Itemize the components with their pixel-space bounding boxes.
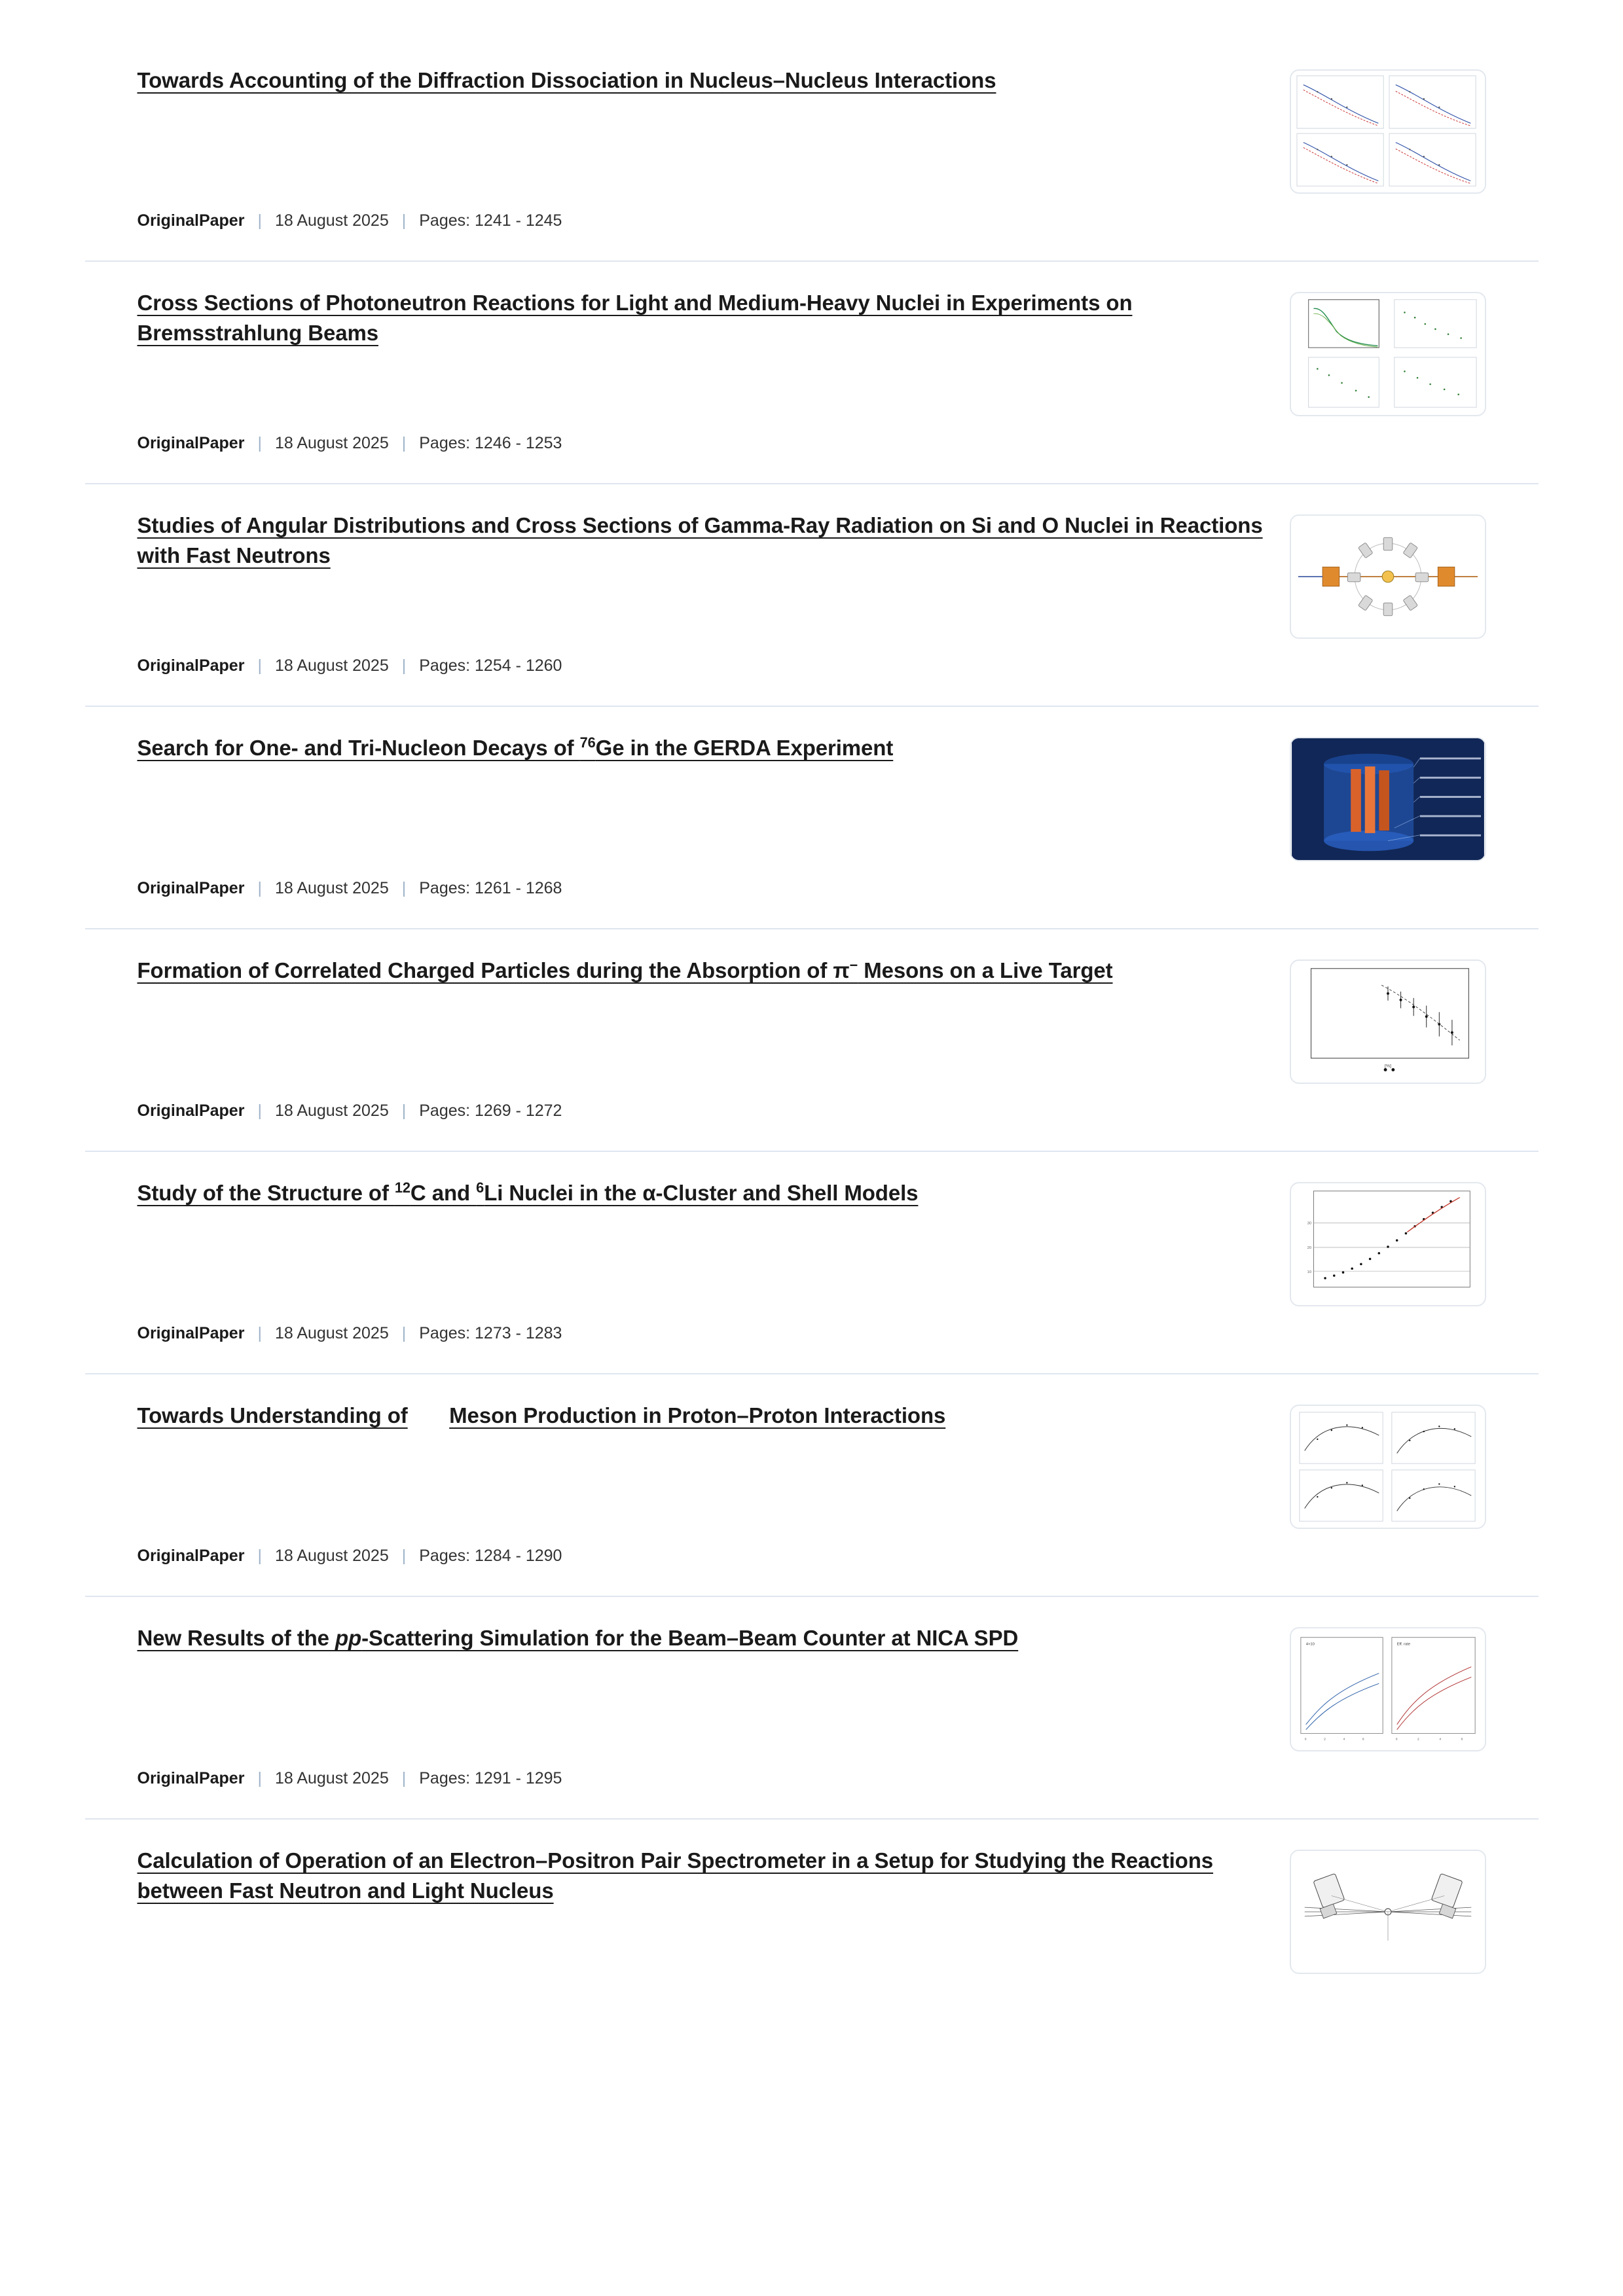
svg-text:20: 20: [1307, 1246, 1311, 1250]
article-thumbnail[interactable]: [1290, 1627, 1486, 1751]
meta-separator: |: [401, 1769, 407, 1787]
svg-text:6: 6: [1461, 1738, 1463, 1742]
meta-separator: |: [401, 879, 407, 897]
title-superscript: 76: [579, 734, 596, 751]
article-list: [85, 39, 1539, 2041]
article-type: OriginalPaper: [137, 211, 245, 230]
article-main: [85, 956, 1290, 1121]
article-main: [85, 511, 1290, 675]
meta-separator: |: [401, 656, 407, 675]
list-item: [85, 39, 1539, 262]
four-panel-spectra-icon: [1291, 1406, 1485, 1528]
article-title-link[interactable]: [137, 958, 1113, 982]
title-text-pre: New Results of the: [137, 1626, 335, 1650]
meta-separator: |: [257, 1324, 262, 1342]
article-pages: Pages: 1261 - 1268: [419, 879, 562, 897]
article-thumbnail[interactable]: [1290, 1850, 1486, 1974]
svg-text:4: 4: [1438, 1738, 1441, 1742]
article-type: OriginalPaper: [137, 434, 245, 452]
article-title-link[interactable]: Calculation of Operation of an Electron–Positron Pair Spectrometer in a Setup for Studying the Reactions between Fast Neutron and Light Nucleus: [137, 1848, 1214, 1903]
meta-separator: |: [257, 1102, 262, 1120]
article-meta: [137, 1101, 1264, 1121]
article-date: 18 August 2025: [274, 1547, 389, 1565]
article-thumbnail[interactable]: [1290, 737, 1486, 861]
article-title: [137, 1178, 1264, 1208]
article-type: OriginalPaper: [137, 656, 245, 675]
article-date: 18 August 2025: [274, 879, 389, 897]
article-type: OriginalPaper: [137, 1324, 245, 1342]
gerda-cryostat-photo-icon: [1291, 738, 1485, 860]
article-title: [137, 1846, 1264, 1905]
article-meta: [137, 878, 1264, 898]
rising-dotted-curve-plot-icon: [1291, 1183, 1485, 1305]
title-superscript-2: 6: [476, 1179, 484, 1196]
meta-separator: |: [257, 211, 262, 230]
svg-text:2: 2: [1417, 1738, 1419, 1742]
article-meta: [137, 211, 1264, 230]
article-title: [137, 956, 1264, 986]
article-type: OriginalPaper: [137, 1547, 245, 1565]
list-item: [85, 1820, 1539, 2041]
list-item: [85, 484, 1539, 707]
article-pages: Pages: 1246 - 1253: [419, 434, 562, 452]
article-meta: [137, 656, 1264, 675]
meta-separator: |: [257, 1547, 262, 1565]
title-text-pre: Study of the Structure of: [137, 1181, 395, 1205]
article-thumbnail[interactable]: [1290, 1405, 1486, 1529]
article-title-link[interactable]: [137, 736, 894, 760]
svg-text:0: 0: [1304, 1738, 1306, 1742]
article-type: OriginalPaper: [137, 879, 245, 897]
article-main: [85, 1846, 1290, 2011]
article-pages: Pages: 1291 - 1295: [419, 1769, 562, 1787]
article-title: [137, 288, 1264, 348]
list-item: [85, 707, 1539, 929]
article-main: [85, 65, 1290, 230]
svg-text:4: 4: [1342, 1738, 1345, 1742]
article-title-link-part1[interactable]: Towards Understanding of: [137, 1403, 408, 1427]
article-pages: Pages: 1241 - 1245: [419, 211, 562, 230]
article-title: [137, 1401, 1264, 1431]
list-item: [85, 262, 1539, 484]
article-thumbnail[interactable]: [1290, 960, 1486, 1084]
list-item: [85, 929, 1539, 1152]
title-text-post: -Scattering Simulation for the Beam–Beam Counter at NICA SPD: [361, 1626, 1019, 1650]
title-text-italic: pp: [335, 1626, 362, 1650]
two-panel-simulation-plots-icon: [1291, 1628, 1485, 1750]
title-formula-gap: [414, 1403, 443, 1427]
article-title: [137, 511, 1264, 570]
article-main: [85, 1401, 1290, 1566]
svg-text:10: 10: [1307, 1270, 1311, 1275]
article-type: OriginalPaper: [137, 1769, 245, 1787]
article-title: [137, 1623, 1264, 1653]
title-text-post: Mesons on a Live Target: [858, 958, 1113, 982]
pair-spectrometer-schematic-icon: [1291, 1851, 1485, 1973]
title-text-mid: C and: [410, 1181, 477, 1205]
article-title-link[interactable]: [137, 1181, 919, 1205]
article-main: [85, 1178, 1290, 1343]
article-thumbnail[interactable]: [1290, 514, 1486, 639]
svg-text:0: 0: [1395, 1738, 1397, 1742]
meta-separator: |: [401, 1324, 407, 1342]
title-text-pre: Formation of Correlated Charged Particles during the Absorption of π: [137, 958, 850, 982]
article-date: 18 August 2025: [274, 656, 389, 675]
title-superscript: −: [849, 957, 858, 973]
article-type: OriginalPaper: [137, 1102, 245, 1120]
article-title-link[interactable]: [137, 1626, 1019, 1650]
article-title: [137, 65, 1264, 96]
title-superscript-1: 12: [394, 1179, 410, 1196]
title-text-pre: Search for One- and Tri-Nucleon Decays of: [137, 736, 580, 760]
article-pages: Pages: 1273 - 1283: [419, 1324, 562, 1342]
article-title: [137, 733, 1264, 763]
article-title-link[interactable]: Towards Accounting of the Diffraction Dissociation in Nucleus–Nucleus Interactions: [137, 68, 996, 92]
meta-separator: |: [257, 656, 262, 675]
article-thumbnail[interactable]: [1290, 69, 1486, 194]
article-date: 18 August 2025: [274, 1324, 389, 1342]
article-pages: Pages: 1284 - 1290: [419, 1547, 562, 1565]
svg-text:6: 6: [1362, 1738, 1364, 1742]
article-date: 18 August 2025: [274, 434, 389, 452]
four-panel-decay-curves-icon: [1291, 71, 1485, 192]
article-thumbnail[interactable]: [1290, 1182, 1486, 1306]
article-date: 18 August 2025: [274, 1102, 389, 1120]
list-item: [85, 1597, 1539, 1820]
svg-text:[%]: [%]: [1384, 1064, 1391, 1069]
svg-text:2: 2: [1323, 1738, 1326, 1742]
meta-separator: |: [257, 434, 262, 452]
svg-text:4×10: 4×10: [1305, 1642, 1315, 1647]
article-title-link-part2[interactable]: Meson Production in Proton–Proton Interactions: [449, 1403, 946, 1427]
svg-text:30: 30: [1307, 1221, 1311, 1226]
article-main: [85, 288, 1290, 453]
article-date: 18 August 2025: [274, 211, 389, 230]
article-main: [85, 733, 1290, 898]
meta-separator: |: [401, 1102, 407, 1120]
article-pages: Pages: 1269 - 1272: [419, 1102, 562, 1120]
list-item: [85, 1152, 1539, 1374]
title-text-post: Li Nuclei in the α-Cluster and Shell Models: [484, 1181, 919, 1205]
meta-separator: |: [257, 1769, 262, 1787]
article-title-link[interactable]: Studies of Angular Distributions and Cross Sections of Gamma-Ray Radiation on Si and O Nuclei in Reactions with Fast Neutrons: [137, 513, 1263, 567]
article-meta: [137, 433, 1264, 453]
article-date: 18 August 2025: [274, 1769, 389, 1787]
article-pages: Pages: 1254 - 1260: [419, 656, 562, 675]
article-thumbnail[interactable]: [1290, 292, 1486, 416]
article-meta: [137, 1546, 1264, 1566]
article-meta: [137, 1323, 1264, 1343]
meta-separator: |: [257, 879, 262, 897]
meta-separator: |: [401, 1547, 407, 1565]
green-cross-section-plots-icon: [1291, 293, 1485, 415]
detector-setup-schematic-icon: [1291, 516, 1485, 637]
list-item: [85, 1374, 1539, 1597]
scatter-error-bar-plot-icon: [1291, 961, 1485, 1083]
article-main: [85, 1623, 1290, 1788]
article-title-link[interactable]: Cross Sections of Photoneutron Reactions for Light and Medium-Heavy Nuclei in Experiments on Bremsstrahlung Beams: [137, 291, 1133, 345]
title-text-post: Ge in the GERDA Experiment: [595, 736, 894, 760]
svg-text:Eff. rate: Eff. rate: [1396, 1642, 1410, 1647]
meta-separator: |: [401, 211, 407, 230]
article-meta: [137, 1768, 1264, 1788]
meta-separator: |: [401, 434, 407, 452]
